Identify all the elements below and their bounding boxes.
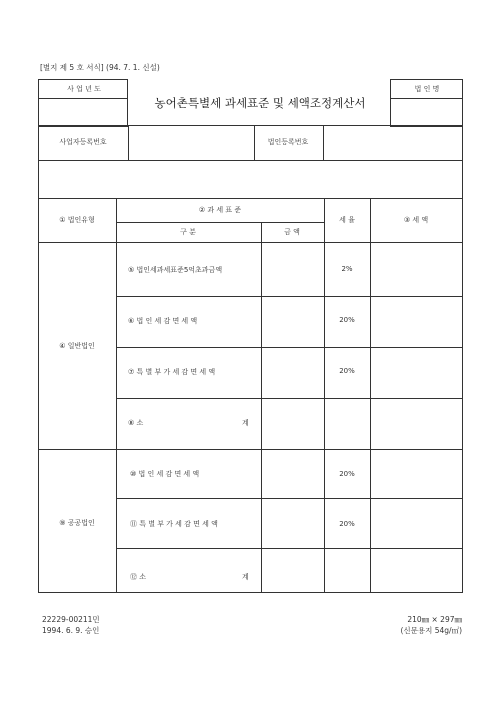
public-row-2-bottom — [116, 548, 463, 549]
business-year-box — [38, 79, 128, 127]
public-corp-label: ⑨ 공공법인 — [59, 519, 95, 527]
footer-right — [400, 614, 462, 636]
general-row-3-item: ⑦ 특 별 부 가 세 감 면 세 액 — [128, 368, 216, 376]
corp-reg-label: 법인등록번호 — [267, 138, 309, 146]
header-bottom-line — [38, 242, 463, 243]
col-corp-type: ① 법인유형 — [59, 216, 95, 224]
public-row-2-item: ⑪ 특 별 부 가 세 감 면 세 액 — [130, 520, 218, 528]
form-title: 농어촌특별세 과세표준 및 세액조정계산서 — [154, 96, 366, 110]
business-year-label: 사 업 년 도 — [67, 85, 101, 93]
business-reg-label: 사업자등록번호 — [59, 138, 107, 146]
reg-v2 — [254, 125, 255, 160]
corp-name-divider — [391, 98, 462, 99]
col-line-3 — [324, 198, 325, 593]
reg-row-bottom — [38, 160, 463, 161]
business-reg-value-field[interactable] — [129, 126, 253, 159]
form-note: [별지 제 5 호 서식] (94. 7. 1. 신설) — [40, 63, 160, 72]
approval-date: 1994. 6. 9. 승인 — [42, 626, 100, 635]
col-tax-rate: 세 율 — [339, 216, 355, 224]
blank-band-bottom — [38, 198, 463, 199]
corp-name-box — [390, 79, 463, 127]
col-tax-amount: ③ 세 액 — [403, 216, 429, 224]
public-row-1-rate: 20% — [339, 470, 355, 478]
main-table — [38, 125, 463, 593]
public-subtotal-item: ⑫ 소 — [130, 573, 146, 581]
header-mid-line — [116, 222, 324, 223]
col-tax-base: ② 과 세 표 준 — [198, 206, 242, 214]
public-row-1-item: ⑩ 법 인 세 감 면 세 액 — [130, 470, 200, 478]
general-row-2-item: ⑥ 법 인 세 감 면 세 액 — [128, 317, 198, 325]
general-subtotal-item-right: 계 — [242, 419, 249, 427]
form-code: 22229-00211민 — [42, 615, 100, 624]
public-row-1-bottom — [116, 498, 463, 499]
paper-size: 210㎜ × 297㎜ — [407, 615, 462, 624]
paper-type: (신문용지 54g/㎡) — [400, 626, 462, 635]
col-amount: 금 액 — [284, 228, 300, 236]
general-row-2-rate: 20% — [339, 316, 355, 324]
col-line-4 — [370, 198, 371, 593]
general-row-3-rate: 20% — [339, 367, 355, 375]
general-subtotal-item: ⑧ 소 — [128, 419, 144, 427]
corp-name-label: 법 인 명 — [414, 85, 440, 93]
general-corp-label: ④ 일반법인 — [59, 342, 95, 350]
col-category: 구 분 — [180, 228, 196, 236]
public-row-2-rate: 20% — [339, 520, 355, 528]
footer-left — [42, 614, 100, 636]
public-subtotal-item-right: 계 — [242, 573, 249, 581]
general-row-2-bottom — [116, 347, 463, 348]
general-row-3-bottom — [116, 398, 463, 399]
col-line-2 — [261, 222, 262, 593]
general-row-1-rate: 2% — [341, 265, 353, 273]
corp-reg-value-field[interactable] — [324, 126, 462, 159]
general-row-1-bottom — [116, 296, 463, 297]
col-line-1 — [116, 198, 117, 593]
general-row-1-item: ⑤ 법인세과세표준5억초과금액 — [128, 266, 223, 274]
business-year-divider — [39, 98, 127, 99]
general-group-bottom — [38, 449, 463, 450]
